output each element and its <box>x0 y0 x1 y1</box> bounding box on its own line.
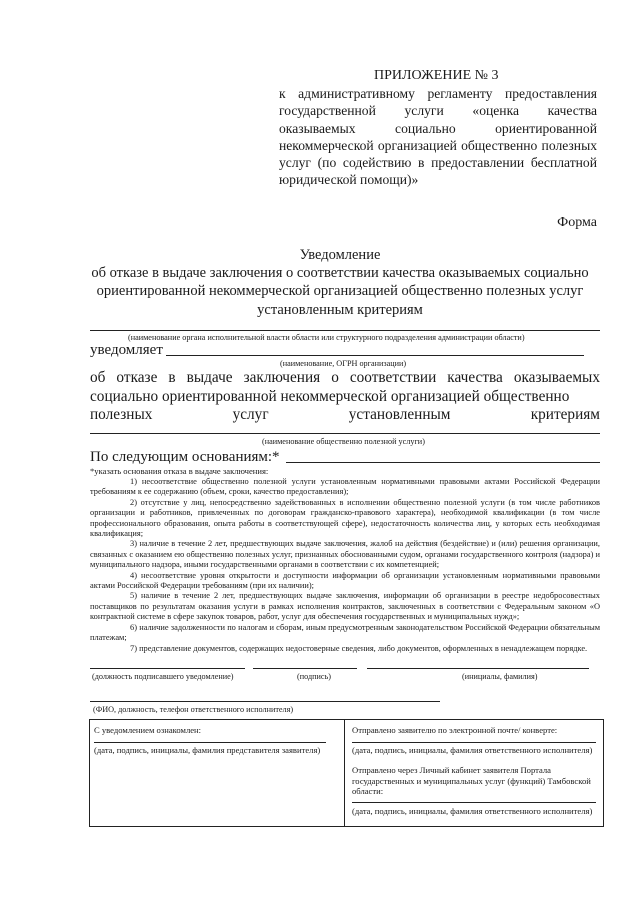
portal-line <box>352 802 596 803</box>
sign-caption: (подпись) <box>297 672 331 681</box>
authority-line <box>90 330 600 331</box>
authority-caption: (наименование органа исполнительной власти области или структурного подразделения администрации области) <box>128 333 525 342</box>
refusal-body: об отказе в выдаче заключения о соответствии качества оказываемых социально ориентированной некоммерческой организацией общественно <box>90 369 600 405</box>
acknowledgement-table <box>89 719 604 827</box>
notice-title: Уведомление <box>299 247 381 263</box>
reason-4: 4) несоответствие уровня открытости и доступности информации об организации установленным нормативными правовыми актами Российской Федерации требованиям (при их наличии); <box>90 570 600 591</box>
sign-line <box>253 668 357 669</box>
service-line <box>90 433 600 434</box>
organization-line <box>166 355 584 356</box>
grounds-note: *указать основания отказа в выдаче заключения: <box>90 466 269 476</box>
initials-line <box>367 668 589 669</box>
reason-2: 2) отсутствие у лиц, непосредственно задействованных в исполнении общественно полезной услуги (в том числе работников организации и работников, привлеченных по договорам гражданско-правового характера), необходимой квалификации (в том числе профессионального образования, опыта работы в соответствующей сфере), недостаточность количества лиц, у которых есть необходимая квалификация; <box>90 497 600 539</box>
position-caption: (должность подписавшего уведомление) <box>92 672 234 681</box>
executor-line <box>90 701 440 702</box>
service-caption: (наименование общественно полезной услуги) <box>262 437 425 446</box>
notice-subtitle: об отказе в выдаче заключения о соответствии качества оказываемых социально ориентированной некоммерческой организацией общественно полезных услуг установленным критериям <box>91 265 589 318</box>
grounds-line <box>286 462 600 463</box>
initials-caption: (инициалы, фамилия) <box>462 672 538 681</box>
organization-caption: (наименование, ОГРН организации) <box>280 359 407 368</box>
reason-6: 6) наличие задолженности по налогам и сборам, иным предусмотренным законодательством Российской Федерации обязательным платежам; <box>90 622 600 643</box>
annex-title: ПРИЛОЖЕНИЕ № 3 <box>374 68 499 83</box>
portal-caption: (дата, подпись, инициалы, фамилия ответственного исполнителя) <box>352 806 593 816</box>
reasons-list <box>90 477 600 654</box>
email-caption: (дата, подпись, инициалы, фамилия ответственного исполнителя) <box>352 745 593 755</box>
notify-label: уведомляет <box>90 342 163 358</box>
refusal-word-3: установленным <box>348 406 451 423</box>
reason-3: 3) наличие в течение 2 лет, предшествующих выдаче заключения, жалоб на действия (бездействие) и (или) решения организации, связанных с оказанием ею общественно полезных услуг, признанных обоснованными судом, органами государственного контроля (надзора) и муниципального надзора, иными государственными органами в соответствии с их компетенцией; <box>90 539 600 570</box>
refusal-word-1: полезных <box>90 406 153 423</box>
table-divider <box>344 720 345 826</box>
form-label: Форма <box>557 215 597 230</box>
reason-1: 1) несоответствие общественно полезной услуги установленным нормативными правовыми актами Российской Федерации требованиям к ее содержанию (объем, сроки, качество предоставления); <box>90 477 600 497</box>
refusal-word-4: критериям <box>530 406 600 423</box>
refusal-last-line <box>90 406 600 425</box>
reason-7: 7) представление документов, содержащих недостоверные сведения, либо документов, оформленных в ненадлежащем порядке. <box>130 643 588 653</box>
annex-text: к административному регламенту предоставления государственной услуги «оценка качества оказываемых социально ориентированной некоммерческой организацией общественно полезных услуг (по содействию в предоставлении бесплатной юридической помощи)» <box>279 86 597 188</box>
grounds-label: По следующим основаниям:* <box>90 449 280 465</box>
reason-5: 5) наличие в течение 2 лет, предшествующих выдаче заключения, информации об организации в реестре недобросовестных поставщиков по результатам оказания услуги в рамках исполнения контрактов, заключенных в соответствии с Федеральным законом «О контрактной системе в сфере закупок товаров, работ, услуг для обеспечения государственных и муниципальных нужд»; <box>90 591 600 622</box>
portal-text: Отправлено через Личный кабинет заявителя Портала государственных и муниципальных услуг (функций) Тамбовской области: <box>352 765 591 796</box>
acknowledged-line <box>94 742 326 743</box>
acknowledged-caption: (дата, подпись, инициалы, фамилия представителя заявителя) <box>94 745 321 755</box>
acknowledged-title: С уведомлением ознакомлен: <box>94 725 202 735</box>
executor-caption: (ФИО, должность, телефон ответственного исполнителя) <box>93 705 294 714</box>
position-line <box>90 668 245 669</box>
refusal-text <box>90 369 600 425</box>
refusal-word-2: услуг <box>232 406 269 423</box>
email-line <box>352 742 596 743</box>
email-title: Отправлено заявителю по электронной почте/ конверте: <box>352 725 558 735</box>
